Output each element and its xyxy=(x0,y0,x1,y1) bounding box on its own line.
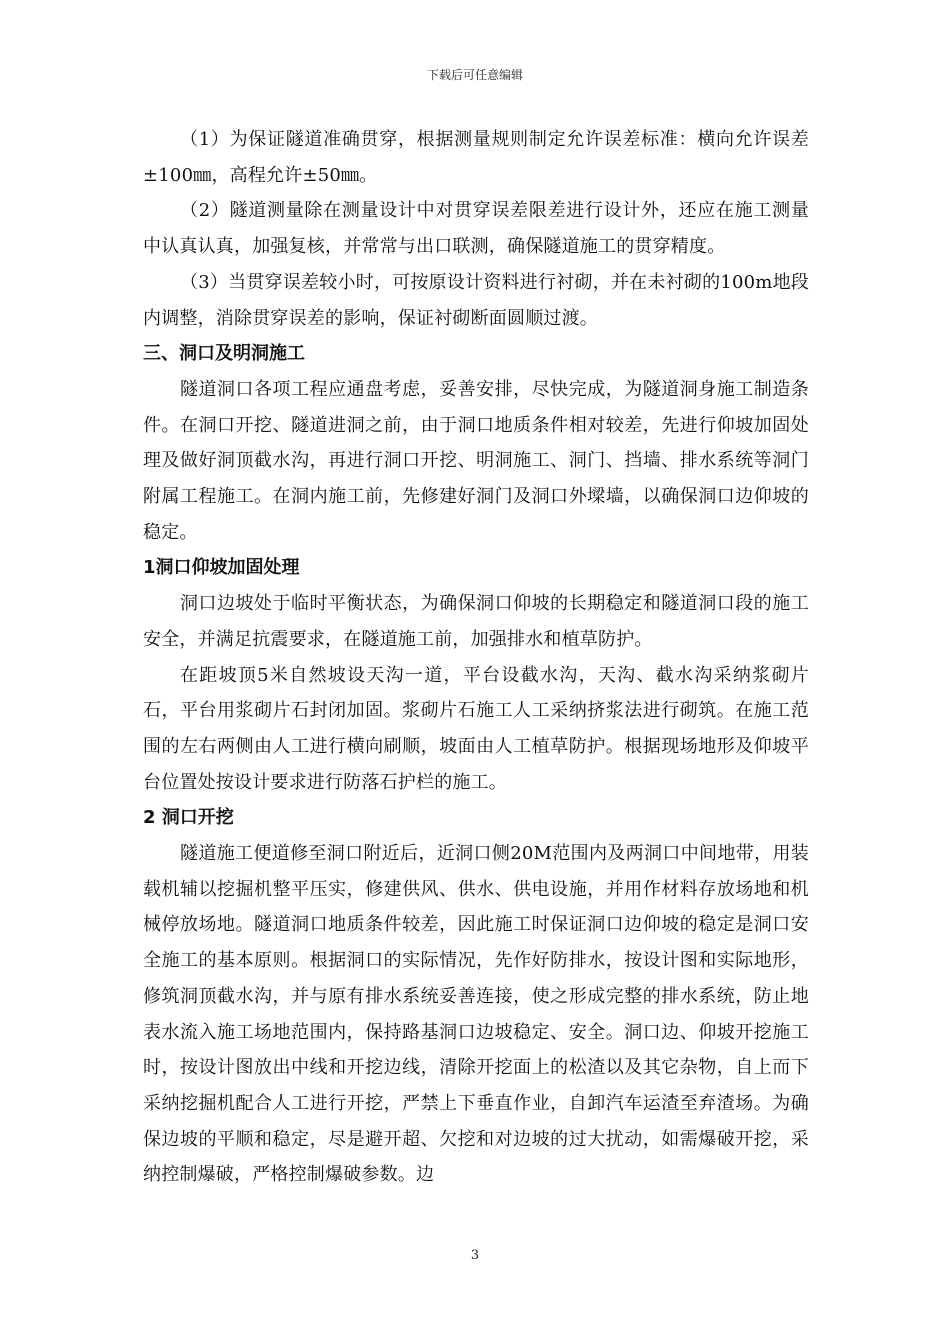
paragraph-ditch-construction: 在距坡顶5米自然坡设天沟一道，平台设截水沟，天沟、截水沟采纳浆砌片石，平台用浆砌片石封闭加固。浆砌片石施工人工采纳挤浆法进行砌筑。在施工范围的左右两侧由人工进行横向刷顺，坡面由人工植草防护。根据现场地形及仰坡平台位置处按设计要求进行防落石护栏的施工。 xyxy=(143,664,809,793)
paragraph-lining-adjust: （3）当贯穿误差较小时，可按原设计资料进行衬砌，并在未衬砌的100m地段内调整，消除贯穿误差的影响，保证衬砌断面圆顺过渡。 xyxy=(143,271,809,329)
subsection-heading-excavation: 2 洞口开挖 xyxy=(143,807,234,829)
paragraph-slope-stability: 洞口边坡处于临时平衡状态，为确保洞口仰坡的长期稳定和隧道洞口段的施工安全，并满足抗震要求，在隧道施工前，加强排水和植草防护。 xyxy=(143,593,809,650)
page-header: 下载后可任意编辑 xyxy=(426,68,523,82)
page-number: 3 xyxy=(470,1248,480,1263)
paragraph-portal-overview: 隧道洞口各项工程应通盘考虑，妥善安排，尽快完成，为隧道洞身施工制造条件。在洞口开挖、隧道进洞之前，由于洞口地质条件相对较差，先进行仰坡加固处理及做好洞顶截水沟，再进行洞口开挖、明洞施工、洞门、挡墙、排水系统等洞门附属工程施工。在洞内施工前，先修建好洞门及洞口外墚墙，以确保洞口边仰坡的稳定。 xyxy=(143,378,809,543)
paragraph-survey-check: （2）隧道测量除在测量设计中对贯穿误差限差进行设计外，还应在施工测量中认真认真，加强复核，并常常与出口联测，确保隧道施工的贯穿精度。 xyxy=(143,200,809,258)
paragraph-excavation-details: 隧道施工便道修至洞口附近后，近洞口侧20M范围内及两洞口中间地带，用装载机辅以挖掘机整平压实，修建供风、供水、供电设施，并用作材料存放场地和机械停放场地。隧道洞口地质条件较差，因此施工时保证洞口边仰坡的稳定是洞口安全施工的基本原则。根据洞口的实际情况，先作好防排水，按设计图和实际地形，修筑洞顶截水沟，并与原有排水系统妥善连接，使之形成完整的排水系统，防止地表水流入施工场地范围内，保持路基洞口边坡稳定、安全。洞口边、仰坡开挖施工时，按设计图放出中线和开挖边线，清除开挖面上的松渣以及其它杂物，自上而下采纳挖掘机配合人工进行开挖，严禁上下垂直作业，自卸汽车运渣至弃渣场。为确保边坡的平顺和稳定，尽是避开超、欠挖和对边坡的过大扰动，如需爆破开挖，采纳控制爆破，严格控制爆破参数。边 xyxy=(143,843,809,1186)
paragraph-accuracy-standard: （1）为保证隧道准确贯穿，根据测量规则制定允许误差标准：横向允许误差±100㎜，高程允许±50㎜。 xyxy=(143,129,809,186)
subsection-heading-slope-reinforcement: 1洞口仰坡加固处理 xyxy=(143,557,300,579)
section-heading-portal: 三、洞口及明洞施工 xyxy=(143,343,305,365)
document-body xyxy=(143,122,809,1193)
